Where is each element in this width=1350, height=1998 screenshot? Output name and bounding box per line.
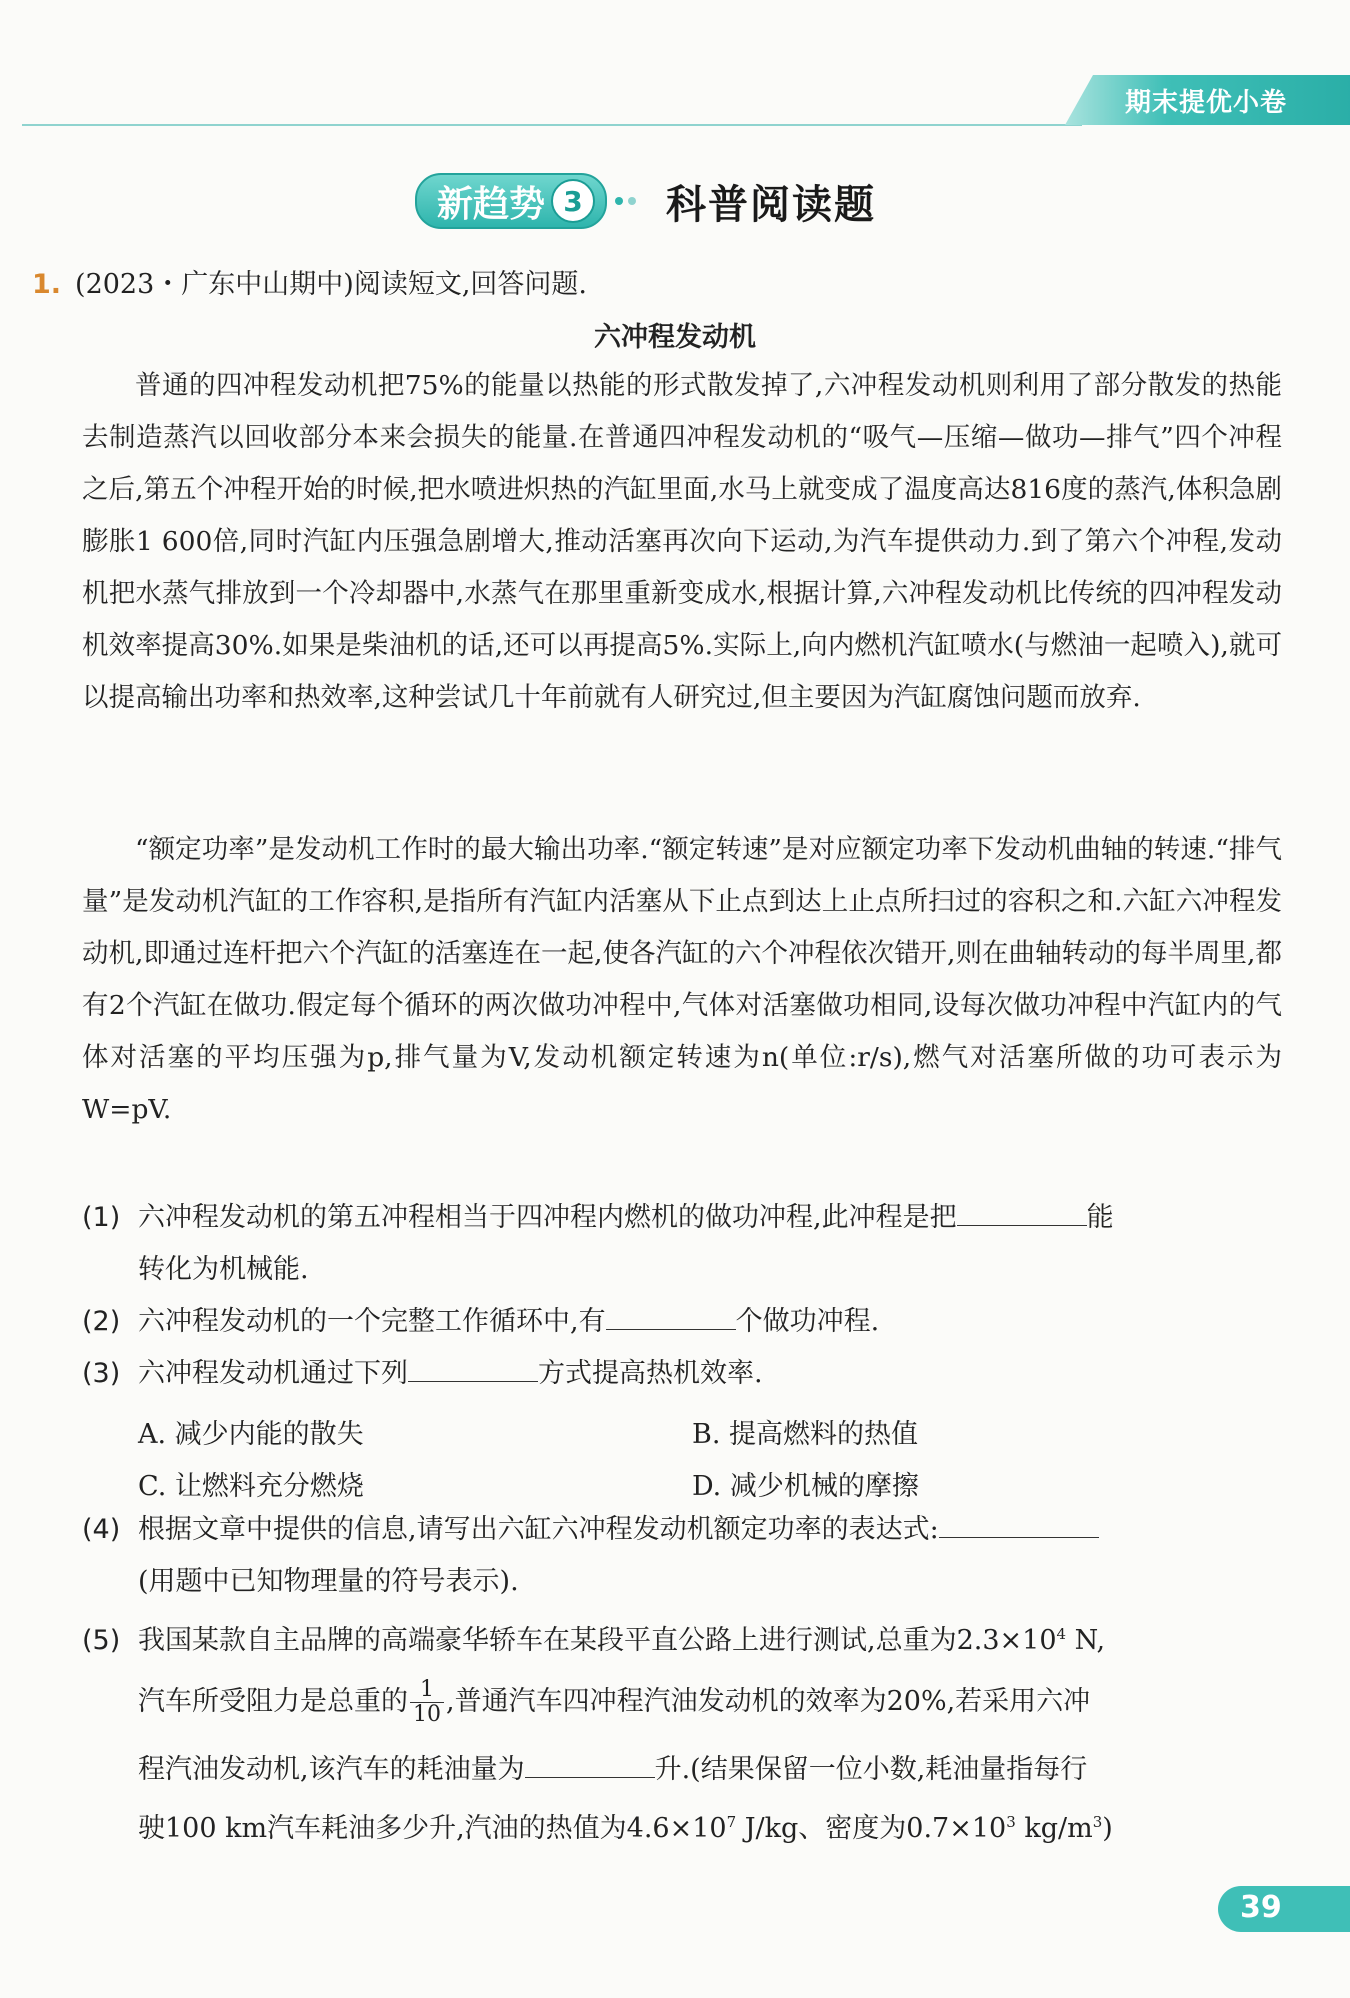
answer-blank[interactable] <box>939 1507 1099 1538</box>
section-title <box>415 172 876 230</box>
title-badge <box>415 173 607 229</box>
subquestion-label: (2) <box>82 1306 121 1337</box>
superscript: 3 <box>1092 1813 1103 1831</box>
subquestion-1 <box>82 1192 1292 1296</box>
page-number: 39 <box>1240 1890 1282 1925</box>
answer-blank[interactable] <box>957 1195 1087 1226</box>
subquestion-label: (3) <box>82 1358 121 1389</box>
fraction-denominator: 10 <box>413 1702 441 1727</box>
superscript: 4 <box>1056 1625 1067 1643</box>
question-intro: (2023・广东中山期中)阅读短文,回答问题. <box>75 269 587 300</box>
article-paragraph-1: 普通的四冲程发动机把75%的能量以热能的形式散发掉了,六冲程发动机则利用了部分散发的热能去制造蒸汽以回收部分本来会损失的能量.在普通四冲程发动机的“吸气—压缩—做功—排气”四个冲程之后,第五个冲程开始的时候,把水喷进炽热的汽缸里面,水马上就变成了温度高达816度的蒸汽,体积急剧膨胀1 600倍,同时汽缸内压强急剧增大,推动活塞再次向下运动,为汽车提供动力.到了第六个冲程,发动机把水蒸气排放到一个冷却器中,水蒸气在那里重新变成水,根据计算,六冲程发动机比传统的四冲程发动机效率提高30%.如果是柴油机的话,还可以再提高5%.实际上,向内燃机汽缸喷水(与燃油一起喷入),就可以提高输出功率和热效率,这种尝试几十年前就有人研究过,但主要因为汽缸腐蚀问题而放弃. <box>82 370 1282 713</box>
subquestion-text: 程汽油发动机,该汽车的耗油量为 <box>138 1754 525 1785</box>
subquestion-text: 能 <box>1086 1202 1114 1233</box>
article-paragraph-2: “额定功率”是发动机工作时的最大输出功率.“额定转速”是对应额定功率下发动机曲轴的转速.“排气量”是发动机汽缸的工作容积,是指所有汽缸内活塞从下止点到达上止点所扫过的容积之和.六缸六冲程发动机,即通过连杆把六个汽缸的活塞连在一起,使各汽缸的六个冲程依次错开,则在曲轴转动的每半周里,都有2个汽缸在做功.假定每个循环的两次做功冲程中,气体对活塞做功相同,设每次做功冲程中汽缸内的气体对活塞的平均压强为p,排气量为V,发动机额定转速为n(单位:r/s),燃气对活塞所做的功可表示为W=pV. <box>82 834 1282 1125</box>
subquestion-text: 方式提高热机效率. <box>538 1358 763 1389</box>
option-c[interactable]: C. 让燃料充分燃烧 <box>138 1471 364 1502</box>
answer-blank[interactable] <box>606 1299 736 1330</box>
title-badge-number: 3 <box>551 179 595 223</box>
option-a[interactable]: A. 减少内能的散失 <box>138 1419 364 1450</box>
subquestion-text: 我国某款自主品牌的高端豪华轿车在某段平直公路上进行测试,总重为2.3×10 <box>138 1625 1057 1656</box>
option-b[interactable]: B. 提高燃料的热值 <box>692 1419 919 1450</box>
answer-blank[interactable] <box>525 1747 655 1778</box>
subquestion-3 <box>82 1348 1292 1400</box>
subquestion-2 <box>82 1296 1292 1348</box>
subquestion-5-line-3 <box>82 1744 1292 1796</box>
question-number: 1. <box>32 269 62 300</box>
subquestion-text: 升.(结果保留一位小数,耗油量指每行 <box>654 1754 1088 1785</box>
option-d[interactable]: D. 减少机械的摩擦 <box>692 1471 919 1502</box>
subquestion-4 <box>82 1504 1292 1608</box>
subquestion-text: ,普通汽车四冲程汽油发动机的效率为20%,若采用六冲 <box>446 1686 1091 1717</box>
subquestion-text: kg/m <box>1015 1813 1093 1844</box>
subquestion-text: 转化为机械能. <box>138 1254 309 1285</box>
fraction-numerator: 1 <box>410 1678 444 1703</box>
subquestion-text: 驶100 km汽车耗油多少升,汽油的热值为4.6×10 <box>138 1813 727 1844</box>
subquestion-text: N, <box>1066 1625 1106 1656</box>
page-number-tab <box>1218 1886 1350 1932</box>
subquestion-text: 六冲程发动机的一个完整工作循环中,有 <box>138 1306 606 1337</box>
subquestion-text: J/kg、密度为0.7×10 <box>736 1813 1007 1844</box>
article-title: 六冲程发动机 <box>594 322 756 353</box>
question-header <box>32 262 587 301</box>
subquestion-text: (用题中已知物理量的符号表示). <box>138 1566 519 1597</box>
subquestion-text: 汽车所受阻力是总重的 <box>138 1686 408 1717</box>
subquestion-text: 六冲程发动机的第五冲程相当于四冲程内燃机的做功冲程,此冲程是把 <box>138 1202 957 1233</box>
subquestion-label: (1) <box>82 1202 121 1233</box>
header-tab-label: 期末提优小卷 <box>1125 88 1288 118</box>
subquestion-text: 根据文章中提供的信息,请写出六缸六冲程发动机额定功率的表达式: <box>138 1514 939 1545</box>
subquestion-label: (5) <box>82 1625 121 1656</box>
subquestion-text: ) <box>1102 1813 1113 1844</box>
page-title: 科普阅读题 <box>666 180 877 228</box>
superscript: 3 <box>1006 1813 1016 1831</box>
fraction <box>410 1678 444 1727</box>
superscript: 7 <box>726 1813 737 1831</box>
subquestion-5-line-4 <box>82 1796 1292 1855</box>
subquestion-5-line-2 <box>82 1676 1292 1728</box>
subquestion-text: 六冲程发动机通过下列 <box>138 1358 408 1389</box>
title-dots-icon <box>615 197 636 205</box>
subquestion-text: 个做功冲程. <box>735 1306 880 1337</box>
subquestion-label: (4) <box>82 1514 121 1545</box>
title-badge-text: 新趋势 <box>437 182 546 225</box>
subquestion-5 <box>82 1608 1292 1667</box>
answer-blank[interactable] <box>408 1351 538 1382</box>
header-rule <box>22 124 1082 126</box>
